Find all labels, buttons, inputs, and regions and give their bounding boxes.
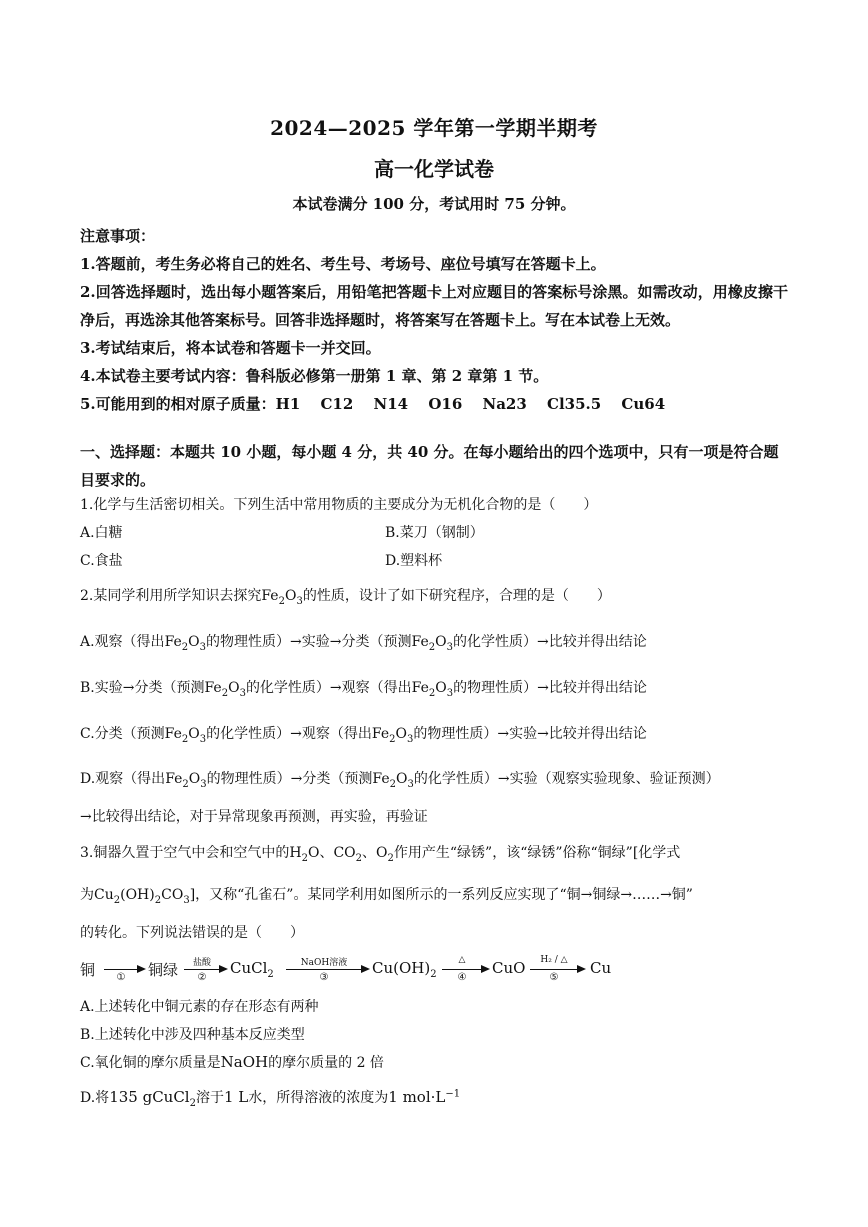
question-3-stem-line3: 的转化。下列说法错误的是（ ） (80, 925, 304, 941)
note-item: 1.答题前，考生务必将自己的姓名、考生号、考场号、座位号填写在答题卡上。 (80, 255, 606, 273)
exam-info: 本试卷满分 100 分，考试用时 75 分钟。 (292, 195, 576, 213)
formula-co2: $CO_2$ (333, 845, 363, 864)
species-malachite: 铜绿 (148, 961, 179, 979)
formula-h2o: $H_2O$ (289, 845, 320, 864)
species-cuo: CuO (492, 959, 526, 977)
question-3-stem-line1: 3.铜器久置于空气中会和空气中的$H_2O$、$CO_2$、$O_2$作用产生“绿锈”，该“绿锈”俗称“铜绿”[化学式 (80, 845, 681, 864)
q1-option-b: B.菜刀（钢制） (385, 525, 484, 541)
exam-subject: 高一化学试卷 (374, 157, 494, 181)
q1-option-d: D.塑料杯 (385, 553, 443, 569)
reaction-scheme (80, 952, 788, 988)
exam-title: 2024—2025 学年第一学期半期考 (270, 116, 598, 140)
q2-option-b: B.实验→分类（预测$Fe_2O_3$的化学性质）→观察（得出$Fe_2O_3$的物理性质）→比较并得出结论 (80, 680, 647, 699)
q2-option-a: A.观察（得出$Fe_2O_3$的物理性质）→实验→分类（预测$Fe_2O_3$的化学性质）→比较并得出结论 (80, 634, 647, 653)
note-item: 3.考试结束后，将本试卷和答题卡一并交回。 (80, 339, 381, 357)
section-heading: 一、选择题：本题共 10 小题，每小题 4 分，共 40 分。在每小题给出的四个选项中，只有一项是符合题目要求的。 (80, 443, 779, 489)
question-1-stem: 1.化学与生活密切相关。下列生活中常用物质的主要成分为无机化合物的是（ ） (80, 497, 598, 513)
formula-fe2o3: $Fe_2O_3$ (261, 588, 303, 607)
species-cuoh2: $Cu(OH)_2$ (372, 959, 437, 980)
reaction-arrow-3: NaOH溶液 ③ (286, 952, 370, 988)
notes-heading: 注意事项： (80, 227, 156, 245)
question-2-stem: 2.某同学利用所学知识去探究$Fe_2O_3$的性质，设计了如下研究程序，合理的是（ ） (80, 588, 611, 607)
species-copper: 铜 (80, 961, 96, 979)
question-3-stem-line2: 为$Cu_2(OH)_2CO_3$]，又称“孔雀石”。某同学利用如图所示的一系列反应实现了“铜→铜绿→……→铜” (80, 887, 693, 906)
species-copper-final: Cu (590, 959, 612, 977)
q1-option-c: C.食盐 (80, 553, 123, 569)
notes-block (80, 222, 788, 418)
q3-option-b: B.上述转化中涉及四种基本反应类型 (80, 1027, 305, 1043)
reaction-arrow-5: H₂ / △ ⑤ (530, 952, 586, 988)
q2-option-c: C.分类（预测$Fe_2O_3$的化学性质）→观察（得出$Fe_2O_3$的物理性质）→实验→比较并得出结论 (80, 726, 647, 745)
species-cucl2: CuCl$_2$ (230, 959, 274, 980)
q2-option-d: D.观察（得出$Fe_2O_3$的物理性质）→分类（预测$Fe_2O_3$的化学性质）→实验（观察实验现象、验证预测） (80, 771, 720, 790)
reaction-arrow-4: △ ④ (442, 952, 490, 988)
q3-option-c: C.氧化铜的摩尔质量是NaOH的摩尔质量的 2 倍 (80, 1053, 384, 1071)
q3-option-a: A.上述转化中铜元素的存在形态有两种 (80, 999, 319, 1015)
reaction-arrow-1: ① (104, 952, 146, 988)
formula-cu2oh2co3: $Cu_2(OH)_2CO_3$ (94, 887, 190, 906)
q1-option-a: A.白糖 (80, 525, 123, 541)
q2-option-d-cont: →比较得出结论，对于异常现象再预测，再实验，再验证 (80, 809, 428, 825)
note-item: 5.可能用到的相对原子质量：H1 C12 N14 O16 Na23 Cl35.5 Cu64 (80, 395, 666, 413)
note-item: 4.本试卷主要考试内容：鲁科版必修第一册第 1 章、第 2 章第 1 节。 (80, 367, 549, 385)
formula-o2: $O_2$ (376, 845, 394, 864)
note-item: 2.回答选择题时，选出每小题答案后，用铅笔把答题卡上对应题目的答案标号涂黑。如需改动，用橡皮擦干净后，再选涂其他答案标号。回答非选择题时，将答案写在答题卡上。写在本试卷上无效。 (80, 283, 788, 329)
reaction-arrow-2: 盐酸 ② (184, 952, 228, 988)
q3-option-d: D.将135 gCuCl$_2$溶于1 L水，所得溶液的浓度为1 $mol\cdot L^{-1}$ (80, 1088, 461, 1109)
